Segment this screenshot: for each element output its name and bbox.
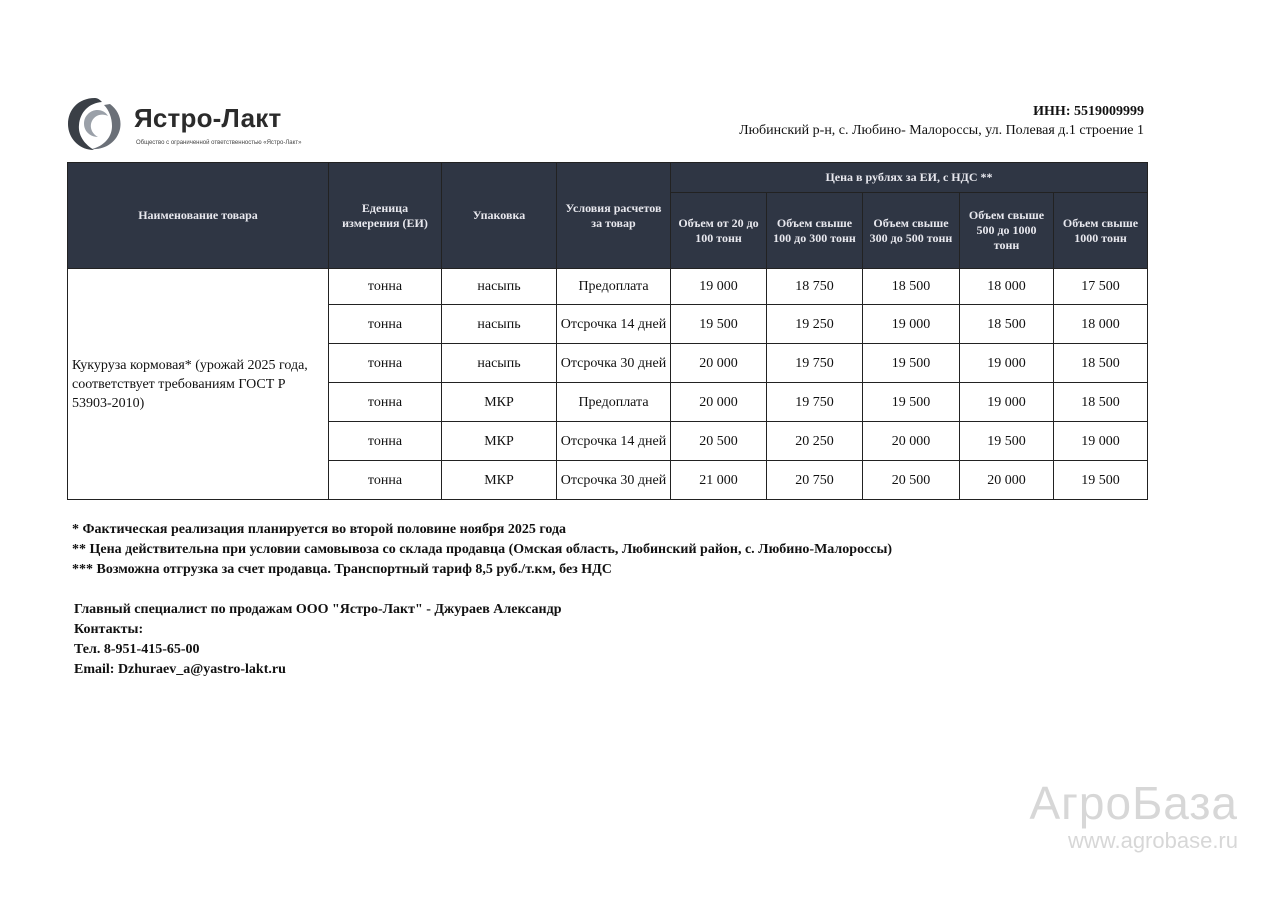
cell-price: 20 750	[767, 461, 863, 500]
header-volume: Объем от 20 до 100 тонн	[671, 193, 767, 269]
cell-price: 19 500	[863, 383, 960, 422]
cell-price: 17 500	[1054, 269, 1148, 305]
company-subtitle: Общество с ограниченной ответственностью «Ястро-Лакт»	[136, 140, 302, 146]
footnote: * Фактическая реализация планируется во второй половине ноября 2025 года	[72, 522, 567, 537]
cell-terms: Отсрочка 30 дней	[557, 461, 671, 500]
product-name: Кукуруза кормовая* (урожай 2025 года, соответствует требованиям ГОСТ Р 53903-2010)	[68, 269, 329, 500]
footnotes	[72, 520, 892, 580]
cell-unit: тонна	[329, 344, 442, 383]
cell-price: 18 500	[863, 269, 960, 305]
cell-price: 19 000	[863, 305, 960, 344]
cell-price: 20 000	[863, 422, 960, 461]
header-unit: Еденица измерения (ЕИ)	[329, 163, 442, 269]
cell-price: 20 500	[671, 422, 767, 461]
cell-packaging: насыпь	[442, 269, 557, 305]
cell-unit: тонна	[329, 305, 442, 344]
company-address: Любинский р-н, с. Любино- Малороссы, ул. Полевая д.1 строение 1	[739, 123, 1144, 138]
company-logo	[64, 94, 314, 154]
cell-price: 18 000	[960, 269, 1054, 305]
cell-terms: Отсрочка 14 дней	[557, 422, 671, 461]
header-product: Наименование товара	[68, 163, 329, 269]
footnote: ** Цена действительна при условии самовывоза со склада продавца (Омская область, Любинский район, с. Любино-Малороссы)	[72, 542, 893, 557]
cell-terms: Предоплата	[557, 269, 671, 305]
cell-price: 19 750	[767, 383, 863, 422]
watermark	[1029, 778, 1238, 854]
cell-price: 19 500	[960, 422, 1054, 461]
cell-price: 19 500	[863, 344, 960, 383]
table-row	[68, 269, 1148, 305]
cell-price: 19 000	[960, 383, 1054, 422]
cell-unit: тонна	[329, 461, 442, 500]
cell-price: 19 500	[1054, 461, 1148, 500]
cell-terms: Предоплата	[557, 383, 671, 422]
watermark-url: www.agrobase.ru	[1068, 828, 1238, 853]
cell-price: 19 250	[767, 305, 863, 344]
header-price-group: Цена в рублях за ЕИ, с НДС **	[671, 163, 1148, 193]
cell-unit: тонна	[329, 383, 442, 422]
header-volume: Объем свыше 300 до 500 тонн	[863, 193, 960, 269]
cell-price: 18 500	[1054, 383, 1148, 422]
cell-price: 19 750	[767, 344, 863, 383]
cell-price: 20 500	[863, 461, 960, 500]
cell-price: 19 000	[1054, 422, 1148, 461]
cell-price: 19 000	[671, 269, 767, 305]
cell-price: 20 000	[960, 461, 1054, 500]
watermark-title: АгроБаза	[1029, 777, 1238, 829]
cell-price: 18 000	[1054, 305, 1148, 344]
cell-price: 21 000	[671, 461, 767, 500]
cell-packaging: МКР	[442, 383, 557, 422]
contact-email: Email: Dzhuraev_a@yastro-lakt.ru	[74, 662, 286, 677]
cell-unit: тонна	[329, 422, 442, 461]
cell-price: 19 000	[960, 344, 1054, 383]
company-name: Ястро-Лакт	[134, 103, 282, 133]
contact-manager: Главный специалист по продажам ООО "Ястро-Лакт" - Джураев Александр	[74, 602, 562, 617]
contacts-label: Контакты:	[74, 622, 144, 637]
contact-phone: Тел. 8-951-415-65-00	[74, 642, 200, 657]
cell-terms: Отсрочка 30 дней	[557, 344, 671, 383]
contacts-block	[74, 600, 561, 680]
cell-price: 20 250	[767, 422, 863, 461]
cell-packaging: насыпь	[442, 305, 557, 344]
header-volume: Объем свыше 500 до 1000 тонн	[960, 193, 1054, 269]
cell-packaging: МКР	[442, 461, 557, 500]
footnote: *** Возможна отгрузка за счет продавца. Транспортный тариф 8,5 руб./т.км, без НДС	[72, 562, 612, 577]
cell-unit: тонна	[329, 269, 442, 305]
cell-price: 18 500	[1054, 344, 1148, 383]
cell-price: 20 000	[671, 344, 767, 383]
price-table	[67, 162, 1148, 500]
cell-price: 19 500	[671, 305, 767, 344]
header-packaging: Упаковка	[442, 163, 557, 269]
header-terms: Условия расчетов за товар	[557, 163, 671, 269]
header-volume: Объем свыше 1000 тонн	[1054, 193, 1148, 269]
cell-terms: Отсрочка 14 дней	[557, 305, 671, 344]
header-volume: Объем свыше 100 до 300 тонн	[767, 193, 863, 269]
cell-price: 18 500	[960, 305, 1054, 344]
logo-swirl-icon	[64, 94, 126, 154]
cell-price: 20 000	[671, 383, 767, 422]
cell-packaging: насыпь	[442, 344, 557, 383]
cell-packaging: МКР	[442, 422, 557, 461]
cell-price: 18 750	[767, 269, 863, 305]
company-inn: ИНН: 5519009999	[1033, 104, 1144, 119]
